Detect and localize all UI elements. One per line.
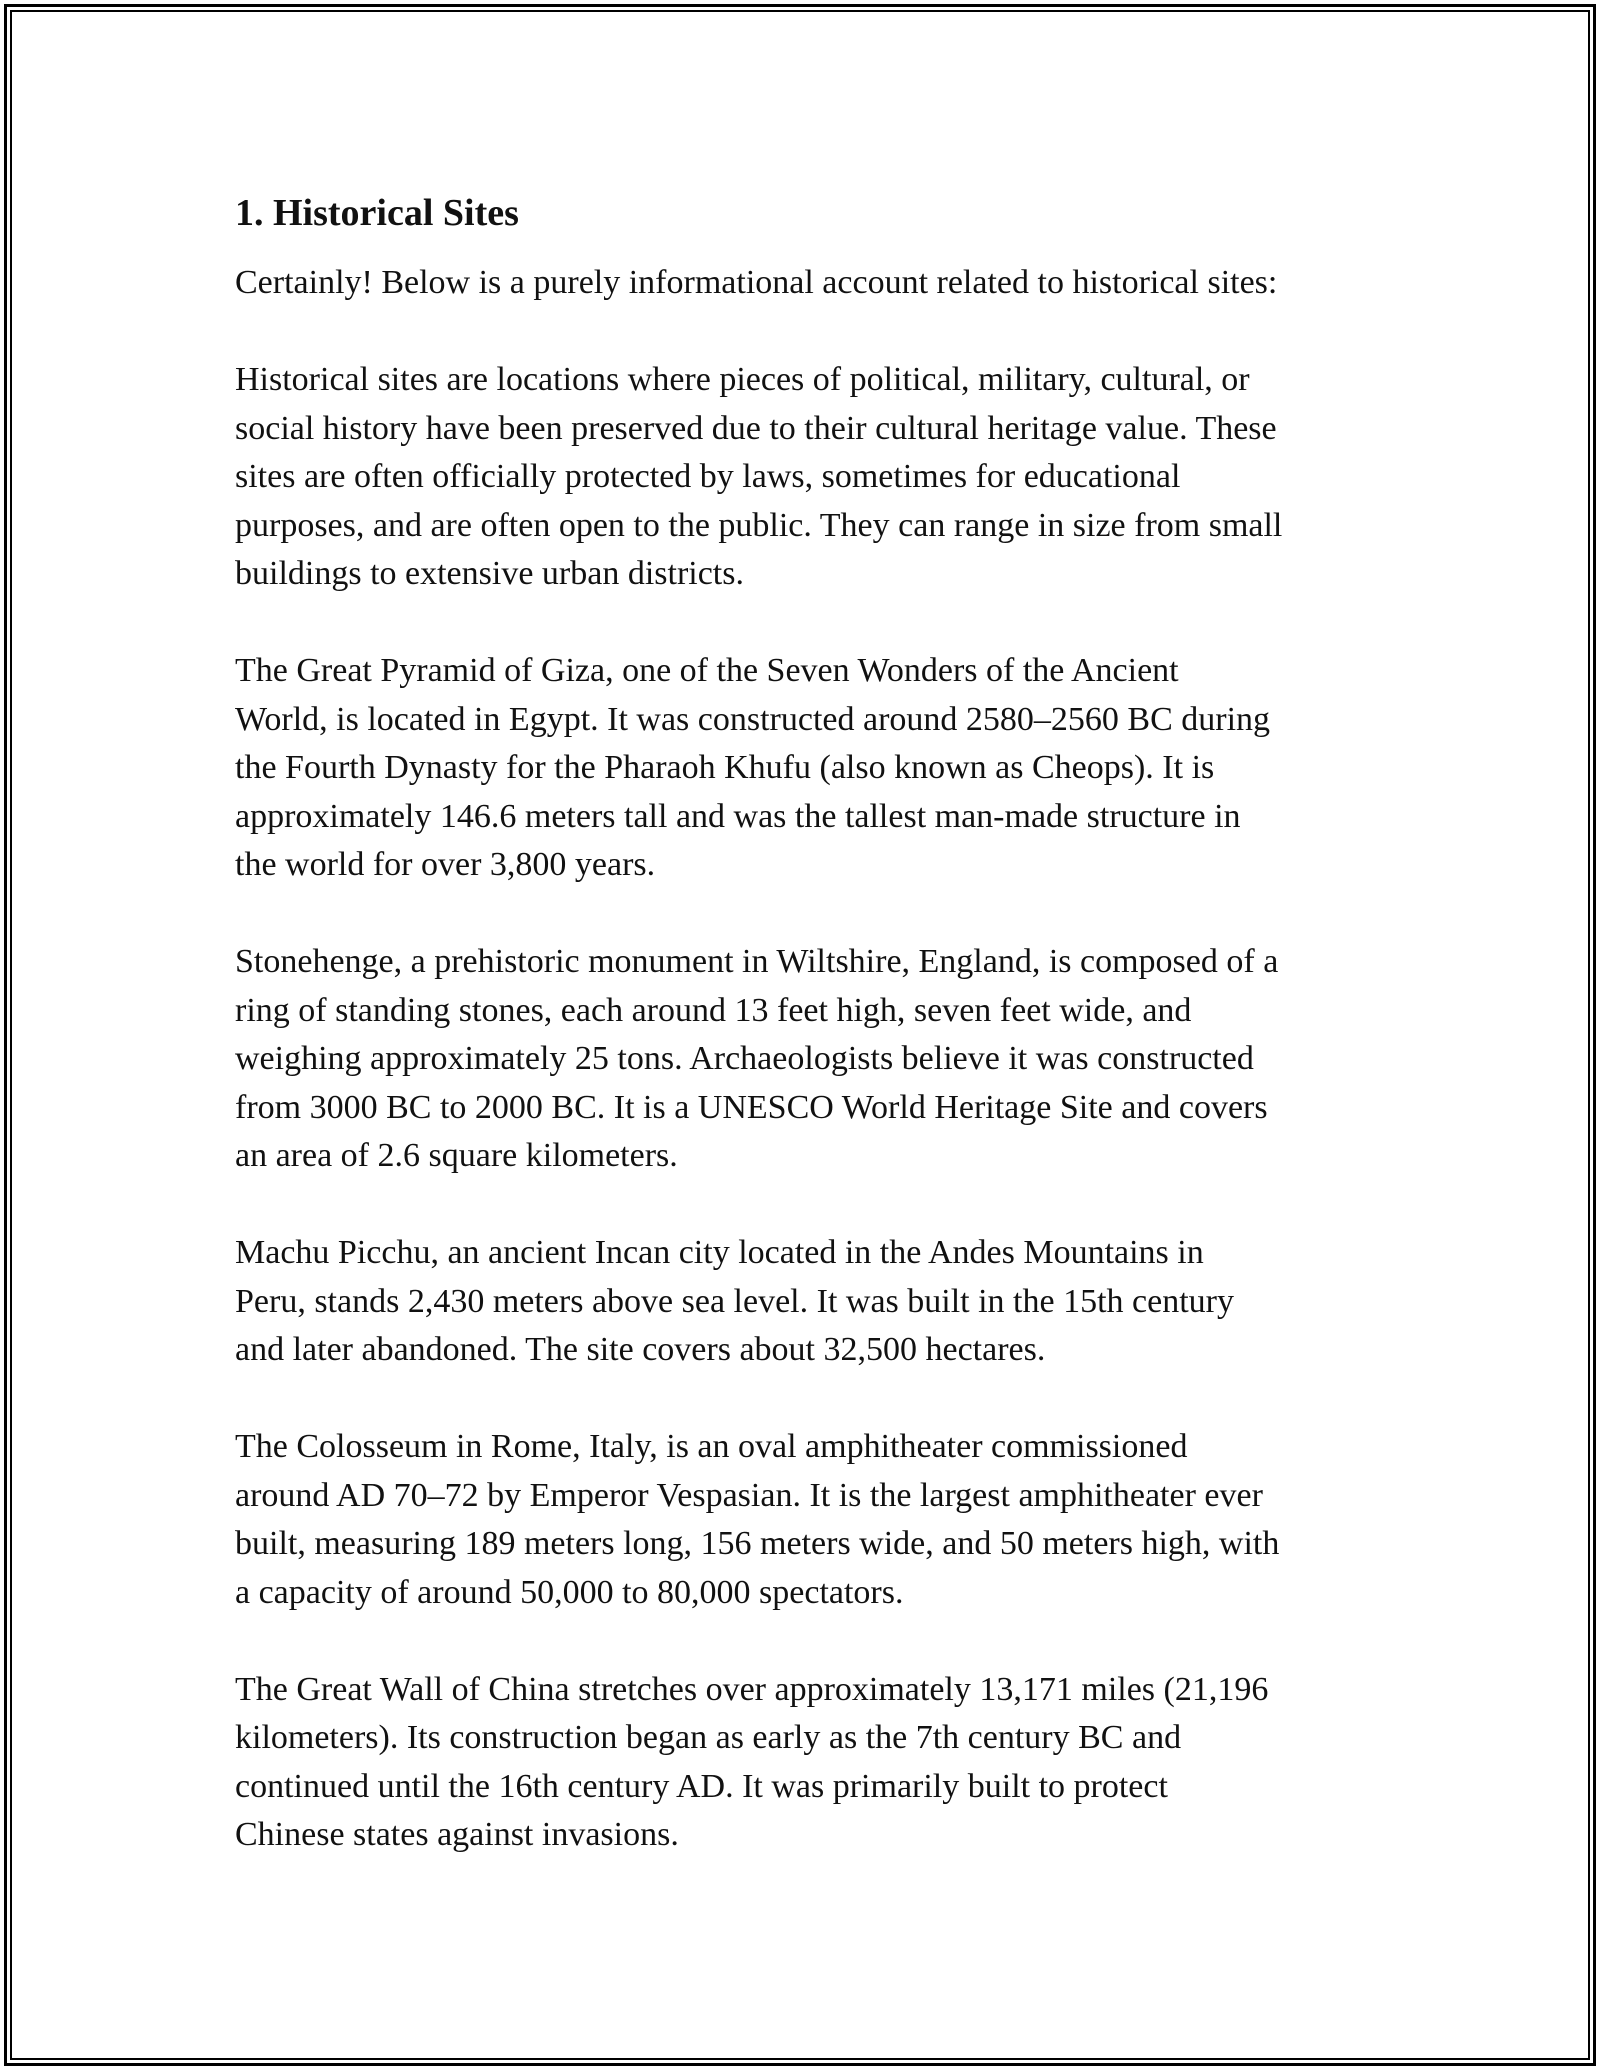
text-line: The Great Wall of China stretches over approximately 13,171 miles (21,196 (235, 1670, 1269, 1708)
intro-paragraph: Certainly! Below is a purely informational account related to historical sites: (235, 264, 1278, 301)
text-line: kilometers). Its construction began as early as the 7th century BC and (235, 1719, 1182, 1756)
text-line: World, is located in Egypt. It was constructed around 2580–2560 BC during (235, 700, 1271, 738)
text-line: Historical sites are locations where pieces of political, military, cultural, or (235, 361, 1250, 398)
text-line: Chinese states against invasions. (235, 1816, 679, 1853)
text-line: a capacity of around 50,000 to 80,000 spectators. (235, 1573, 904, 1611)
paragraph-colosseum (235, 1423, 1375, 1617)
paragraph-machu-picchu (235, 1229, 1375, 1375)
section-heading: 1. Historical Sites (235, 192, 519, 234)
text-line: ring of standing stones, each around 13 feet high, seven feet wide, and (235, 991, 1192, 1029)
text-line: the Fourth Dynasty for the Pharaoh Khufu (also known as Cheops). It is (235, 749, 1215, 786)
text-line: continued until the 16th century AD. It was primarily built to protect (235, 1767, 1168, 1805)
text-line: around AD 70–72 by Emperor Vespasian. It is the largest amphitheater ever (235, 1476, 1263, 1514)
text-line: weighing approximately 25 tons. Archaeologists believe it was constructed (235, 1040, 1254, 1077)
text-line: Machu Picchu, an ancient Incan city located in the Andes Mountains in (235, 1234, 1204, 1271)
text-line: The Great Pyramid of Giza, one of the Seven Wonders of the Ancient (235, 652, 1179, 689)
text-line: purposes, and are often open to the public. They can range in size from small (235, 506, 1283, 544)
text-line: built, measuring 189 meters long, 156 meters wide, and 50 meters high, with (235, 1525, 1280, 1562)
text-line: Stonehenge, a prehistoric monument in Wiltshire, England, is composed of a (235, 943, 1279, 980)
text-line: the world for over 3,800 years. (235, 846, 656, 883)
text-line: buildings to extensive urban districts. (235, 555, 744, 592)
document-body (235, 185, 1375, 1860)
paragraph-overview (235, 356, 1375, 599)
paragraph-stonehenge (235, 938, 1375, 1181)
text-line: from 3000 BC to 2000 BC. It is a UNESCO World Heritage Site and covers (235, 1088, 1268, 1126)
text-line: The Colosseum in Rome, Italy, is an oval amphitheater commissioned (235, 1428, 1188, 1465)
text-line: social history have been preserved due to their cultural heritage value. These (235, 409, 1277, 447)
paragraph-great-wall (235, 1666, 1375, 1860)
text-line: approximately 146.6 meters tall and was the tallest man-made structure in (235, 797, 1241, 835)
text-line: Peru, stands 2,430 meters above sea level. It was built in the 15th century (235, 1282, 1234, 1320)
text-line: sites are often officially protected by laws, sometimes for educational (235, 458, 1181, 495)
paragraph-great-pyramid (235, 647, 1375, 890)
text-line: and later abandoned. The site covers about 32,500 hectares. (235, 1331, 1046, 1368)
text-line: an area of 2.6 square kilometers. (235, 1137, 678, 1174)
